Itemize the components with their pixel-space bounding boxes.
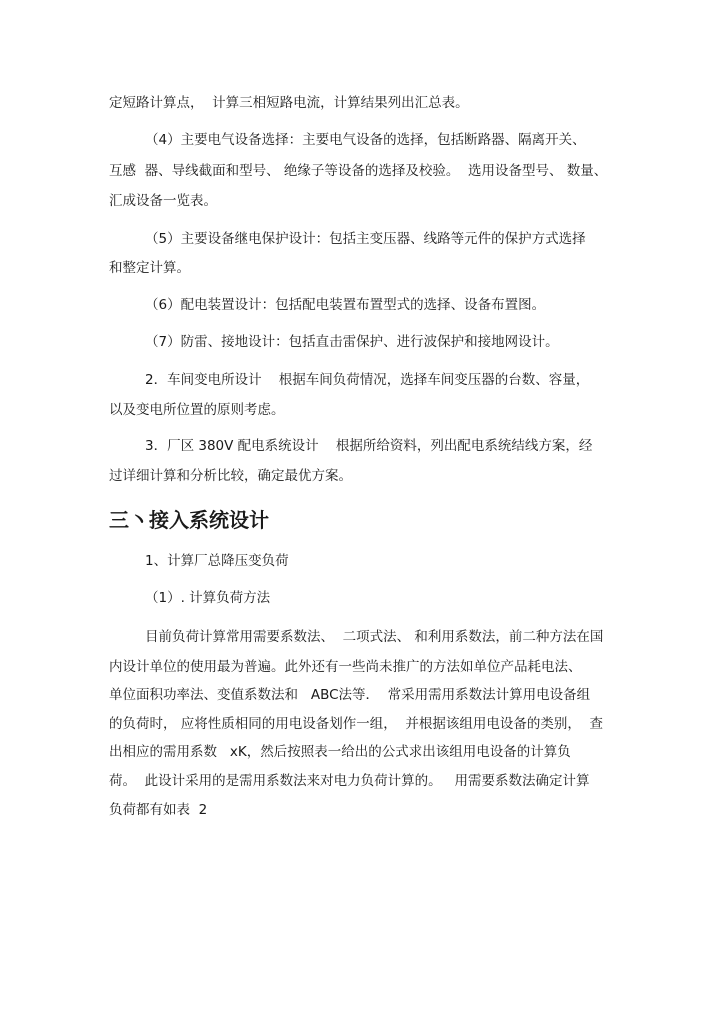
- text-line: 定短路计算点， 计算三相短路电流，计算结果列出汇总表。: [109, 95, 469, 111]
- text-line: （4）主要电气设备选择：主要电气设备的选择，包括断路器、隔离开关、: [145, 132, 586, 148]
- text-line: 内设计单位的使用最为普遍。此外还有一些尚未推广的方法如单位产品耗电法、: [109, 659, 582, 675]
- text-line: 的负荷时， 应将性质相同的用电设备划作一组， 并根据该组用电设备的类别， 查: [109, 716, 603, 732]
- text-line: 负荷都有如表 2: [109, 802, 208, 818]
- text-line: （5）主要设备继电保护设计：包括主变压器、线路等元件的保护方式选择: [145, 231, 586, 247]
- text-line: 和整定计算。: [109, 260, 190, 276]
- text-line: 互感 器、导线截面和型号、 绝缘子等设备的选择及校验。 选用设备型号、 数量、: [109, 163, 608, 179]
- text-line: 过详细计算和分析比较，确定最优方案。: [109, 468, 352, 484]
- text-line: 以及变电所位置的原则考虑。: [109, 402, 285, 418]
- text-line: 目前负荷计算常用需要系数法、 二项式法、 和利用系数法，前二种方法在国: [145, 629, 604, 645]
- subsection-title: 1、计算厂总降压变负荷: [145, 553, 289, 569]
- section-heading: 三丶接入系统设计: [109, 508, 269, 532]
- text-line: （7）防雷、接地设计：包括直击雷保护、进行波保护和接地网设计。: [145, 334, 559, 350]
- text-line: 3．厂区 380V 配电系统设计 根据所给资料，列出配电系统结线方案，经: [145, 438, 593, 454]
- text-line: 荷。 此设计采用的是需用系数法来对电力负荷计算的。 用需要系数法确定计算: [109, 773, 590, 789]
- text-line: 出相应的需用系数 xK，然后按照表一给出的公式求出该组用电设备的计算负: [109, 744, 571, 760]
- text-line: 汇成设备一览表。: [109, 193, 217, 209]
- subsection-title: （1）. 计算负荷方法: [145, 590, 271, 606]
- text-line: 单位面积功率法、变值系数法和 ABC法等． 常采用需用系数法计算用电设备组: [109, 687, 591, 703]
- text-line: 2．车间变电所设计 根据车间负荷情况，选择车间变压器的台数、容量，: [145, 372, 590, 388]
- text-line: （6）配电装置设计：包括配电装置布置型式的选择、设备布置图。: [145, 297, 546, 313]
